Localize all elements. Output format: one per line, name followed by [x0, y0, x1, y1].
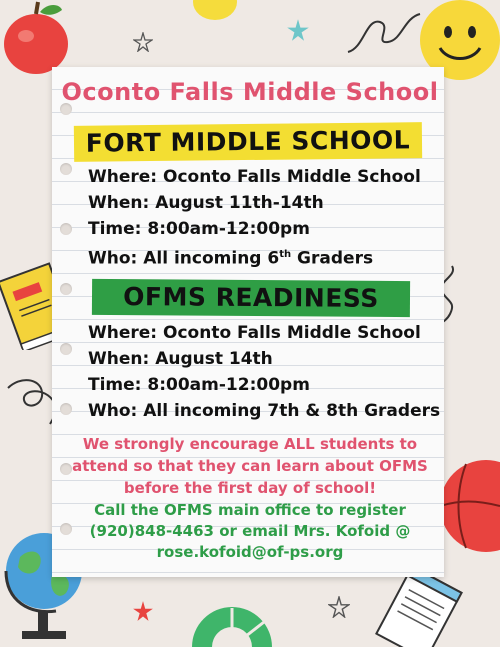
- program-details-fort: [88, 164, 421, 272]
- sun-icon: [190, 0, 240, 22]
- binder-hole: [60, 343, 72, 355]
- binder-hole: [60, 283, 72, 295]
- binder-hole: [60, 223, 72, 235]
- who-line: Who: All incoming 7th & 8th Graders: [88, 401, 441, 421]
- when-line: When: August 14th: [88, 349, 273, 369]
- star-icon: [286, 18, 310, 42]
- when-line: When: August 11th-14th: [88, 193, 324, 213]
- time-line: Time: 8:00am-12:00pm: [88, 219, 310, 239]
- who-line: Who: All incoming 6th Graders: [88, 248, 374, 269]
- page-title: Oconto Falls Middle School: [61, 78, 439, 106]
- contact-message: Call the OFMS main office to register (920)848-4463 or email Mrs. Kofoid @ rose.kofoid@of-ps.org: [89, 501, 411, 561]
- basketball-icon: [436, 460, 500, 552]
- notepad-icon: [368, 565, 468, 647]
- binder-hole: [60, 403, 72, 415]
- star-icon: [328, 596, 350, 618]
- protractor-icon: [186, 582, 276, 647]
- program-heading-readiness: OFMS READINESS: [92, 279, 410, 317]
- binder-hole: [60, 163, 72, 175]
- star-icon: [133, 32, 153, 52]
- where-line: Where: Oconto Falls Middle School: [88, 323, 421, 343]
- where-line: Where: Oconto Falls Middle School: [88, 167, 421, 187]
- time-line: Time: 8:00am-12:00pm: [88, 375, 310, 395]
- program-heading-fort: FORT MIDDLE SCHOOL: [74, 122, 422, 162]
- encourage-message: We strongly encourage ALL students to attend so that they can learn about OFMS before the first day of school!: [72, 435, 428, 497]
- star-icon: [132, 600, 154, 622]
- program-details-readiness: [88, 320, 440, 424]
